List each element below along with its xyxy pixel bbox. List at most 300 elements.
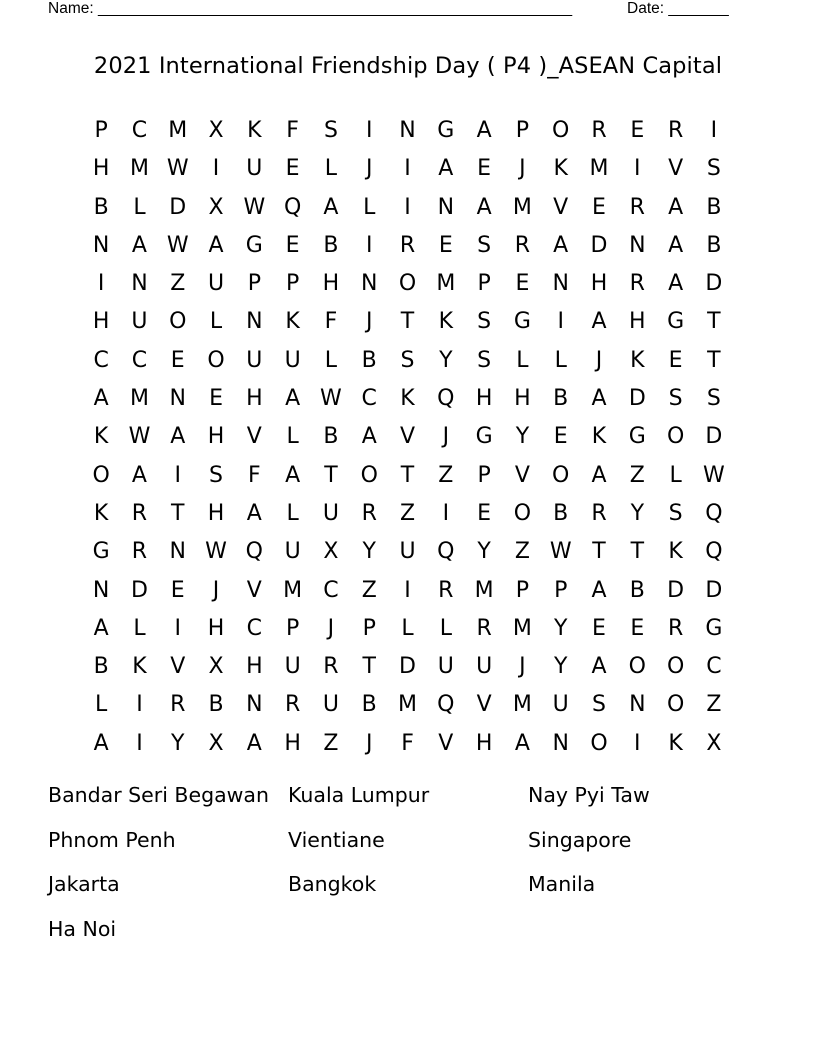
- grid-letter: I: [212, 156, 220, 182]
- grid-letter: L: [669, 462, 682, 488]
- grid-letter: E: [477, 500, 492, 526]
- grid-letter: L: [363, 194, 376, 220]
- grid-letter: K: [93, 500, 109, 526]
- grid-letter: V: [668, 156, 684, 182]
- word-list-item: Kuala Lumpur: [288, 783, 430, 807]
- grid-letter: Y: [553, 654, 568, 680]
- grid-letter: W: [320, 386, 342, 412]
- grid-letter: P: [247, 271, 261, 297]
- grid-letter: L: [516, 347, 529, 373]
- grid-letter: D: [169, 194, 187, 220]
- grid-letter: U: [284, 347, 301, 373]
- grid-letter: B: [361, 347, 377, 373]
- grid-letter: B: [706, 194, 722, 220]
- grid-letter: B: [629, 577, 645, 603]
- grid-letter: P: [477, 271, 491, 297]
- grid-letter: K: [285, 309, 300, 335]
- grid-letter: B: [706, 232, 722, 258]
- grid-letter: C: [246, 615, 263, 641]
- grid-letter: Y: [362, 539, 376, 565]
- grid-letter: D: [705, 424, 723, 450]
- grid-letter: P: [285, 615, 300, 641]
- grid-letter: S: [706, 156, 721, 182]
- grid-letter: H: [590, 271, 608, 297]
- grid-letter: M: [436, 271, 456, 297]
- grid-letter: M: [283, 577, 303, 603]
- grid-letter: A: [323, 194, 339, 220]
- grid-letter: Y: [630, 500, 645, 526]
- grid-letter: N: [629, 692, 646, 718]
- grid-letter: P: [362, 615, 376, 641]
- grid-letter: A: [93, 615, 109, 641]
- grid-letter: W: [128, 424, 151, 450]
- grid-letter: Y: [171, 730, 185, 756]
- grid-letter: H: [284, 730, 301, 756]
- grid-letter: R: [667, 118, 684, 143]
- grid-letter: A: [668, 232, 684, 258]
- grid-letter: R: [514, 232, 531, 258]
- grid-letter: K: [93, 424, 109, 450]
- grid-letter: N: [92, 577, 110, 603]
- grid-letter: Y: [439, 347, 453, 373]
- grid-letter: E: [630, 615, 645, 641]
- grid-letter: H: [246, 654, 263, 680]
- grid-letter: R: [438, 577, 454, 603]
- grid-letter: J: [595, 347, 603, 373]
- grid-letter: E: [477, 156, 492, 182]
- grid-letter: G: [705, 615, 723, 641]
- grid-letter: S: [668, 500, 683, 526]
- grid-letter: Y: [515, 424, 530, 450]
- grid-letter: K: [553, 156, 568, 182]
- grid-letter: A: [668, 271, 684, 297]
- grid-letter: A: [361, 424, 377, 450]
- word-list-item: Singapore: [528, 827, 632, 852]
- grid-letter: S: [477, 232, 492, 258]
- grid-letter: D: [667, 577, 685, 603]
- grid-letter: I: [136, 692, 143, 718]
- grid-letter: Q: [283, 194, 302, 220]
- word-list-item: Jakarta: [48, 872, 120, 896]
- grid-letter: L: [95, 692, 108, 718]
- grid-letter: B: [93, 654, 109, 680]
- grid-letter: A: [246, 500, 262, 526]
- grid-letter: E: [438, 232, 453, 258]
- grid-letter: M: [398, 692, 418, 718]
- grid-letter: R: [131, 539, 148, 565]
- name-line: Name: _______________________________________________________: [48, 0, 573, 17]
- grid-letter: B: [553, 386, 569, 412]
- grid-letter: N: [246, 309, 263, 335]
- grid-letter: E: [285, 156, 300, 182]
- grid-letter: U: [399, 539, 416, 565]
- grid-letter: R: [667, 615, 684, 641]
- grid-letter: R: [284, 692, 301, 718]
- grid-letter: Q: [437, 692, 455, 718]
- grid-letter: N: [246, 692, 263, 718]
- grid-letter: F: [401, 730, 414, 756]
- grid-letter: T: [630, 539, 645, 565]
- grid-letter: U: [476, 654, 493, 680]
- grid-letter: E: [170, 577, 185, 603]
- grid-letter: R: [591, 500, 607, 526]
- grid-letter: A: [476, 118, 492, 143]
- grid-letter: N: [169, 386, 186, 412]
- grid-letter: A: [591, 577, 607, 603]
- grid-letter: B: [208, 692, 224, 718]
- grid-letter: N: [399, 118, 416, 143]
- grid-letter: O: [628, 654, 646, 680]
- grid-letter: W: [205, 539, 227, 565]
- grid-letter: G: [437, 118, 455, 143]
- grid-letter: E: [592, 615, 606, 641]
- grid-letter: F: [248, 462, 261, 488]
- grid-letter: O: [552, 462, 570, 488]
- grid-letter: E: [553, 424, 568, 450]
- grid-letter: B: [93, 194, 109, 220]
- grid-letter: N: [169, 539, 186, 565]
- grid-letter: J: [519, 654, 526, 680]
- grid-letter: T: [707, 309, 721, 335]
- grid-letter: D: [130, 577, 148, 603]
- grid-letter: H: [475, 730, 493, 756]
- grid-letter: N: [360, 271, 378, 297]
- grid-letter: D: [590, 232, 608, 258]
- grid-letter: O: [666, 424, 685, 450]
- grid-letter: V: [399, 424, 416, 450]
- grid-letter: A: [591, 654, 607, 680]
- grid-letter: N: [629, 232, 646, 258]
- word-list-item: Phnom Penh: [48, 827, 176, 852]
- grid-letter: Q: [245, 539, 263, 565]
- grid-letter: K: [668, 539, 683, 565]
- grid-letter: C: [131, 347, 148, 373]
- grid-letter: B: [323, 424, 339, 450]
- grid-letter: E: [209, 386, 223, 412]
- grid-letter: M: [474, 577, 494, 603]
- grid-letter: H: [92, 156, 110, 182]
- grid-letter: J: [519, 156, 526, 182]
- grid-letter: H: [207, 424, 225, 450]
- word-list-item: Nay Pyi Taw: [528, 783, 650, 807]
- grid-letter: A: [246, 730, 262, 756]
- grid-letter: Y: [477, 539, 491, 565]
- grid-letter: H: [92, 309, 110, 335]
- grid-letter: C: [93, 347, 109, 373]
- grid-letter: L: [324, 347, 338, 373]
- grid-letter: A: [93, 386, 109, 412]
- grid-letter: A: [476, 194, 492, 220]
- grid-letter: A: [438, 156, 454, 182]
- word-list-item: Vientiane: [288, 827, 385, 852]
- grid-letter: V: [246, 577, 262, 603]
- word-list-item: Bangkok: [288, 872, 377, 896]
- word-list-item: Ha Noi: [48, 916, 117, 941]
- grid-letter: W: [243, 194, 266, 220]
- grid-letter: B: [361, 692, 377, 718]
- grid-letter: E: [668, 347, 683, 373]
- grid-letter: A: [591, 386, 607, 412]
- grid-letter: G: [667, 309, 685, 335]
- grid-letter: Z: [399, 500, 416, 526]
- grid-letter: W: [703, 462, 725, 488]
- grid-letter: W: [549, 539, 572, 565]
- grid-letter: N: [552, 271, 569, 297]
- grid-letter: J: [212, 577, 220, 603]
- word-search-grid: [82, 114, 733, 765]
- grid-letter: U: [284, 539, 301, 565]
- grid-letter: K: [438, 309, 454, 335]
- grid-letter: V: [170, 654, 186, 680]
- grid-letter: E: [170, 347, 185, 373]
- grid-letter: D: [628, 386, 646, 412]
- grid-letter: L: [439, 615, 452, 641]
- grid-letter: R: [399, 232, 416, 258]
- grid-letter: Z: [438, 462, 454, 488]
- grid-letter: I: [634, 730, 641, 756]
- grid-letter: M: [512, 194, 532, 220]
- grid-letter: Z: [361, 577, 377, 603]
- grid-letter: F: [324, 309, 338, 335]
- grid-letter: O: [207, 347, 225, 373]
- grid-letter: M: [589, 156, 609, 182]
- grid-letter: X: [706, 730, 722, 756]
- grid-letter: Q: [437, 386, 455, 412]
- grid-letter: O: [169, 309, 187, 335]
- grid-letter: B: [323, 232, 339, 258]
- grid-letter: I: [97, 271, 105, 297]
- grid-letter: Z: [170, 271, 186, 297]
- grid-letter: S: [477, 347, 492, 373]
- grid-letter: A: [93, 730, 109, 756]
- grid-letter: U: [552, 692, 569, 718]
- page-title: 2021 International Friendship Day ( P4 )_ASEAN Capital: [93, 53, 723, 79]
- grid-letter: U: [246, 156, 263, 182]
- grid-letter: Q: [437, 539, 455, 565]
- grid-letter: O: [666, 692, 685, 718]
- grid-letter: H: [475, 386, 493, 412]
- grid-letter: K: [400, 386, 415, 412]
- grid-letter: E: [592, 194, 606, 220]
- grid-letter: U: [246, 347, 263, 373]
- grid-letter: O: [666, 654, 685, 680]
- grid-letter: A: [285, 386, 301, 412]
- grid-letter: L: [133, 194, 146, 220]
- grid-letter: I: [174, 462, 181, 488]
- grid-letter: T: [707, 347, 721, 373]
- word-list-item: Manila: [528, 872, 596, 896]
- grid-letter: I: [404, 577, 411, 603]
- grid-letter: I: [365, 118, 373, 143]
- grid-letter: L: [286, 500, 299, 526]
- grid-letter: K: [132, 654, 147, 680]
- grid-letter: W: [166, 232, 189, 258]
- grid-letter: R: [361, 500, 377, 526]
- grid-letter: D: [399, 654, 416, 680]
- grid-letter: V: [514, 462, 530, 488]
- grid-letter: W: [166, 156, 189, 182]
- grid-letter: I: [136, 730, 143, 756]
- grid-letter: H: [246, 386, 263, 412]
- grid-letter: G: [475, 424, 493, 450]
- grid-letter: P: [94, 118, 108, 143]
- grid-letter: S: [323, 118, 338, 143]
- grid-letter: A: [208, 232, 224, 258]
- grid-letter: S: [209, 462, 224, 488]
- grid-letter: R: [323, 654, 339, 680]
- grid-letter: L: [401, 615, 414, 641]
- grid-letter: P: [285, 271, 300, 297]
- grid-letter: H: [207, 615, 225, 641]
- grid-letter: E: [630, 118, 645, 143]
- grid-letter: C: [706, 654, 722, 680]
- grid-letter: P: [515, 577, 530, 603]
- date-line: Date: _______: [627, 0, 729, 17]
- grid-letter: O: [92, 462, 110, 488]
- grid-letter: G: [513, 309, 531, 335]
- grid-letter: G: [628, 424, 646, 450]
- grid-letter: C: [131, 118, 148, 143]
- grid-letter: O: [360, 462, 378, 488]
- grid-letter: M: [129, 156, 149, 182]
- grid-letter: V: [476, 692, 492, 718]
- grid-letter: K: [630, 347, 645, 373]
- grid-letter: Q: [705, 500, 723, 526]
- grid-letter: S: [592, 692, 606, 718]
- grid-letter: M: [168, 118, 188, 143]
- grid-letter: T: [171, 500, 185, 526]
- grid-letter: R: [591, 118, 607, 143]
- grid-letter: U: [437, 654, 454, 680]
- grid-letter: P: [554, 577, 568, 603]
- grid-letter: S: [706, 386, 721, 412]
- grid-letter: I: [557, 309, 564, 335]
- grid-letter: H: [514, 386, 531, 412]
- grid-letter: N: [552, 730, 569, 756]
- grid-letter: A: [170, 424, 186, 450]
- grid-letter: U: [284, 654, 301, 680]
- grid-letter: N: [131, 271, 148, 297]
- grid-letter: L: [133, 615, 146, 641]
- grid-letter: T: [324, 462, 338, 488]
- grid-letter: R: [170, 692, 186, 718]
- grid-letter: D: [705, 271, 723, 297]
- grid-letter: L: [324, 156, 338, 182]
- grid-letter: G: [245, 232, 263, 258]
- grid-letter: J: [442, 424, 450, 450]
- grid-letter: O: [398, 271, 417, 297]
- grid-letter: Z: [514, 539, 530, 565]
- grid-letter: N: [437, 194, 455, 220]
- grid-letter: E: [285, 232, 300, 258]
- grid-letter: A: [553, 232, 569, 258]
- grid-letter: P: [477, 462, 491, 488]
- grid-letter: I: [404, 194, 411, 220]
- grid-letter: M: [512, 615, 532, 641]
- grid-letter: A: [591, 309, 607, 335]
- grid-letter: A: [285, 462, 301, 488]
- grid-letter: S: [477, 309, 492, 335]
- grid-letter: Z: [706, 692, 722, 718]
- grid-letter: L: [209, 309, 223, 335]
- grid-letter: J: [365, 309, 373, 335]
- grid-letter: F: [286, 118, 299, 143]
- grid-letter: T: [400, 309, 415, 335]
- grid-letter: X: [208, 654, 224, 680]
- grid-letter: D: [705, 577, 723, 603]
- grid-letter: U: [207, 271, 225, 297]
- word-list-item: Bandar Seri Begawan: [48, 783, 269, 807]
- header: [48, 0, 740, 20]
- grid-letter: G: [92, 539, 110, 565]
- grid-letter: T: [400, 462, 415, 488]
- grid-letter: J: [327, 615, 335, 641]
- grid-letter: S: [400, 347, 415, 373]
- grid-letter: C: [361, 386, 377, 412]
- grid-letter: L: [286, 424, 299, 450]
- grid-letter: A: [131, 462, 147, 488]
- grid-letter: R: [629, 194, 645, 220]
- grid-letter: Z: [629, 462, 645, 488]
- grid-letter: U: [322, 692, 339, 718]
- grid-letter: M: [129, 386, 149, 412]
- grid-letter: O: [513, 500, 532, 526]
- grid-letter: X: [208, 730, 224, 756]
- grid-letter: J: [365, 730, 373, 756]
- grid-letter: A: [514, 730, 530, 756]
- grid-letter: V: [553, 194, 569, 220]
- grid-letter: J: [365, 156, 373, 182]
- grid-letter: M: [512, 692, 532, 718]
- grid-letter: R: [476, 615, 492, 641]
- grid-letter: R: [131, 500, 148, 526]
- grid-letter: I: [365, 232, 373, 258]
- grid-letter: T: [362, 654, 376, 680]
- grid-letter: U: [322, 500, 339, 526]
- grid-letter: T: [592, 539, 606, 565]
- grid-letter: U: [131, 309, 148, 335]
- grid-letter: X: [208, 118, 224, 143]
- grid-letter: S: [668, 386, 683, 412]
- word-list: [48, 779, 768, 957]
- grid-letter: Z: [323, 730, 339, 756]
- grid-letter: H: [322, 271, 340, 297]
- grid-letter: K: [591, 424, 607, 450]
- grid-letter: P: [515, 118, 530, 143]
- grid-letter: K: [247, 118, 262, 143]
- grid-letter: C: [323, 577, 339, 603]
- grid-letter: I: [710, 118, 718, 143]
- grid-letter: K: [668, 730, 683, 756]
- grid-letter: Y: [553, 615, 568, 641]
- grid-letter: I: [442, 500, 450, 526]
- grid-letter: I: [634, 156, 641, 182]
- grid-letter: E: [515, 271, 530, 297]
- grid-letter: O: [552, 118, 570, 143]
- grid-letter: H: [207, 500, 225, 526]
- grid-letter: N: [92, 232, 110, 258]
- grid-letter: O: [590, 730, 608, 756]
- grid-letter: A: [668, 194, 684, 220]
- grid-letter: V: [438, 730, 454, 756]
- grid-letter: X: [208, 194, 224, 220]
- grid-letter: I: [404, 156, 411, 182]
- grid-letter: Q: [705, 539, 723, 565]
- grid-letter: L: [554, 347, 567, 373]
- grid-letter: R: [629, 271, 645, 297]
- grid-letter: X: [323, 539, 339, 565]
- grid-letter: I: [174, 615, 181, 641]
